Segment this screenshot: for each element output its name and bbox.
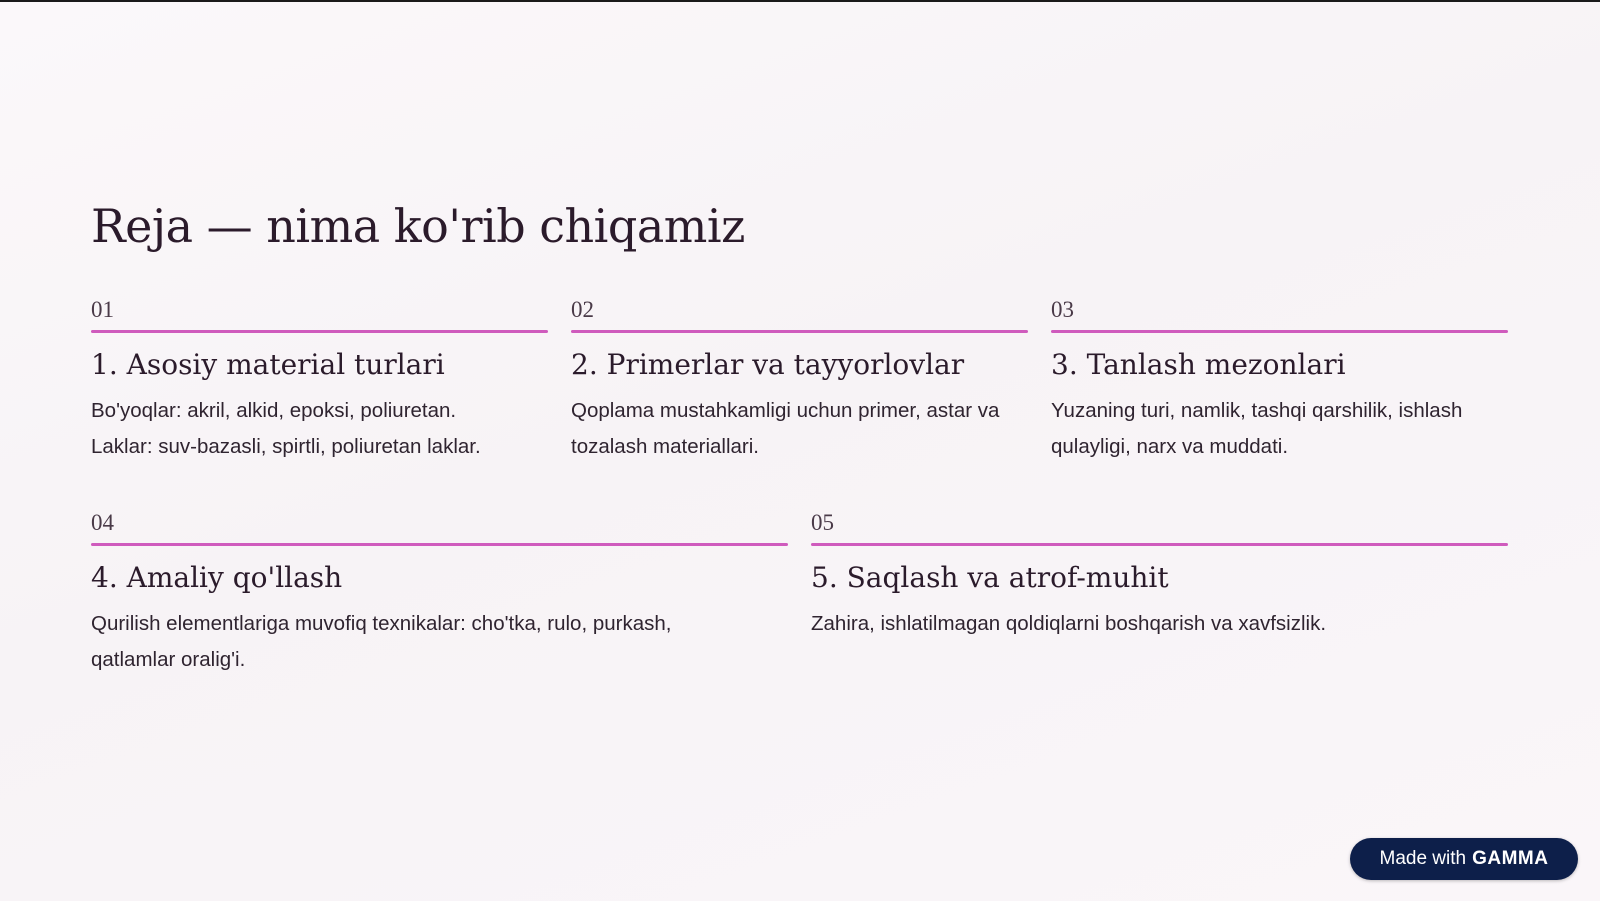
item-number: 03 — [1051, 297, 1074, 322]
item-description-line: Qurilish elementlariga muvofiq texnikalar: cho'tka, rulo, purkash, — [91, 612, 672, 635]
item-heading: 2. Primerlar va tayyorlovlar — [571, 348, 965, 381]
made-with-gamma-button[interactable] — [1350, 838, 1578, 880]
item-description — [1051, 393, 1508, 465]
item-description — [571, 393, 1028, 465]
item-number: 01 — [91, 297, 114, 322]
item-heading: 5. Saqlash va atrof-muhit — [811, 561, 1169, 594]
item-number: 05 — [811, 510, 834, 535]
item-number: 04 — [91, 510, 114, 535]
agenda-item-5 — [811, 509, 1508, 642]
item-divider — [811, 543, 1508, 546]
badge-prefix: Made with — [1379, 848, 1467, 869]
item-divider — [1051, 330, 1508, 333]
agenda-item-2 — [571, 296, 1028, 465]
agenda-item-1 — [91, 296, 548, 465]
item-number: 02 — [571, 297, 594, 322]
agenda-item-3 — [1051, 296, 1508, 465]
item-description-line: qatlamlar oralig'i. — [91, 648, 246, 671]
item-description — [91, 606, 788, 678]
item-divider — [91, 330, 548, 333]
item-description-line: Qoplama mustahkamligi uchun primer, astar va — [571, 399, 1000, 422]
item-heading: 1. Asosiy material turlari — [91, 348, 445, 381]
gamma-logo: GAMMA — [1472, 848, 1549, 869]
item-divider — [571, 330, 1028, 333]
item-description — [91, 393, 548, 465]
item-heading: 3. Tanlash mezonlari — [1051, 348, 1346, 381]
item-description-line: Bo'yoqlar: akril, alkid, epoksi, poliuretan. — [91, 399, 457, 422]
item-description-line: qulayligi, narx va muddati. — [1051, 435, 1289, 458]
item-divider — [91, 543, 788, 546]
item-heading: 4. Amaliy qo'llash — [91, 561, 343, 594]
item-description-line: Zahira, ishlatilmagan qoldiqlarni boshqarish va xavfsizlik. — [811, 612, 1327, 635]
slide-title: Reja — nima ko'rib chiqamiz — [91, 199, 745, 253]
agenda-item-4 — [91, 509, 788, 678]
top-border — [0, 0, 1600, 2]
item-description — [811, 606, 1508, 642]
item-description-line: Laklar: suv-bazasli, spirtli, poliuretan laklar. — [91, 435, 481, 458]
item-description-line: tozalash materiallari. — [571, 435, 759, 458]
item-description-line: Yuzaning turi, namlik, tashqi qarshilik, ishlash — [1051, 399, 1463, 422]
